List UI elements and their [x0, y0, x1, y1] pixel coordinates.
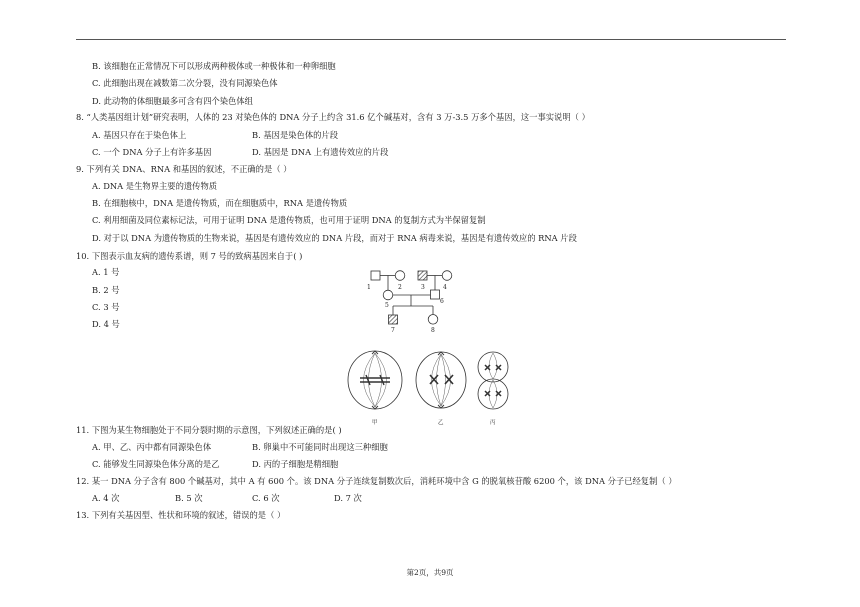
q12-option-c: C. 6 次 — [252, 493, 280, 503]
q10-option-c: C. 3 号 — [92, 302, 120, 312]
q9-option-d: D. 对于以 DNA 为遗传物质的生物来说，基因是有遗传效应的 DNA 片段，而对于 RNA 病毒来说，基因是有遗传效应的 RNA 片段 — [92, 233, 577, 243]
q7-option-b: B. 该细胞在正常情况下可以形成两种极体或一种极体和一种卵细胞 — [92, 61, 336, 71]
pedigree-label-7: 7 — [391, 327, 395, 334]
q8-option-d: D. 基因是 DNA 上有遗传效应的片段 — [252, 147, 389, 157]
cell-label-yi: 乙 — [438, 420, 444, 426]
pedigree-label-1: 1 — [367, 284, 371, 291]
cell-label-bing: 丙 — [490, 420, 496, 426]
q11-option-b: B. 卵巢中不可能同时出现这三种细胞 — [252, 442, 388, 452]
q12-stem: 12. 某一 DNA 分子含有 800 个碱基对，其中 A 有 600 个。该 DNA 分子连续复制数次后，消耗环境中含 G 的脱氧核苷酸 6200 个，该 DNA 分子已经复制（ ） — [76, 476, 677, 486]
pedigree-label-6: 6 — [440, 298, 444, 305]
q10-option-a: A. 1 号 — [92, 267, 120, 277]
q11-option-d: D. 丙的子细胞是精细胞 — [252, 459, 339, 469]
pedigree-affected-male-3 — [418, 271, 427, 280]
cell-label-jia: 甲 — [372, 420, 378, 426]
q8-option-c: C. 一个 DNA 分子上有许多基因 — [92, 147, 212, 157]
q12-option-d: D. 7 次 — [334, 493, 362, 503]
q8-stem: 8. “人类基因组计划”研究表明，人体的 23 对染色体的 DNA 分子上约含 31.6 亿个碱基对，含有 3 万-3.5 万多个基因，这一事实说明（ ） — [76, 112, 590, 122]
q8-option-a: A. 基因只存在于染色体上 — [92, 130, 187, 140]
page-number: 第2页，共9页 — [406, 568, 454, 577]
pedigree-diagram — [360, 262, 470, 334]
cell-jia — [348, 351, 402, 409]
cell-yi — [416, 352, 466, 408]
pedigree-label-4: 4 — [443, 284, 447, 291]
q10-stem: 10. 下图表示血友病的遗传系谱，则 7 号的致病基因来自于( ) — [76, 251, 303, 261]
pedigree-female-2 — [395, 271, 405, 281]
pedigree-female-8 — [428, 315, 438, 325]
q10-option-b: B. 2 号 — [92, 285, 120, 295]
q13-stem: 13. 下列有关基因型、性状和环境的叙述，错误的是（ ） — [76, 510, 286, 520]
cell-bing-top — [478, 352, 508, 382]
q8-option-b: B. 基因是染色体的片段 — [252, 130, 339, 140]
q9-stem: 9. 下列有关 DNA、RNA 和基因的叙述，不正确的是（ ） — [76, 164, 292, 174]
pedigree-label-5: 5 — [385, 302, 389, 309]
q9-option-b: B. 在细胞核中，DNA 是遗传物质，而在细胞质中，RNA 是遗传物质 — [92, 198, 348, 208]
q11-option-a: A. 甲、乙、丙中都有同源染色体 — [92, 442, 212, 452]
header-rule — [76, 39, 786, 40]
pedigree-affected-male-7 — [389, 315, 398, 324]
q11-stem: 11. 下图为某生物细胞处于不同分裂时期的示意图，下列叙述正确的是( ) — [76, 425, 342, 435]
q12-option-b: B. 5 次 — [175, 493, 203, 503]
pedigree-label-2: 2 — [398, 284, 402, 291]
pedigree-label-3: 3 — [421, 284, 425, 291]
cell-bing-bottom — [478, 379, 508, 409]
q9-option-a: A. DNA 是生物界主要的遗传物质 — [92, 181, 218, 191]
q7-option-c: C. 此细胞出现在减数第二次分裂，没有同源染色体 — [92, 78, 278, 88]
pedigree-male-1 — [371, 271, 380, 280]
cell-division-diagram — [342, 348, 518, 428]
pedigree-male-6 — [431, 290, 440, 299]
pedigree-female-5 — [383, 290, 393, 300]
pedigree-label-8: 8 — [431, 327, 435, 334]
q11-option-c: C. 能够发生同源染色体分离的是乙 — [92, 459, 220, 469]
q12-option-a: A. 4 次 — [92, 493, 120, 503]
q7-option-d: D. 此动物的体细胞最多可含有四个染色体组 — [92, 96, 253, 106]
q10-option-d: D. 4 号 — [92, 319, 120, 329]
q9-option-c: C. 利用细菌及同位素标记法，可用于证明 DNA 是遗传物质，也可用于证明 DNA 的复制方式为半保留复制 — [92, 215, 486, 225]
pedigree-female-4 — [442, 271, 452, 281]
